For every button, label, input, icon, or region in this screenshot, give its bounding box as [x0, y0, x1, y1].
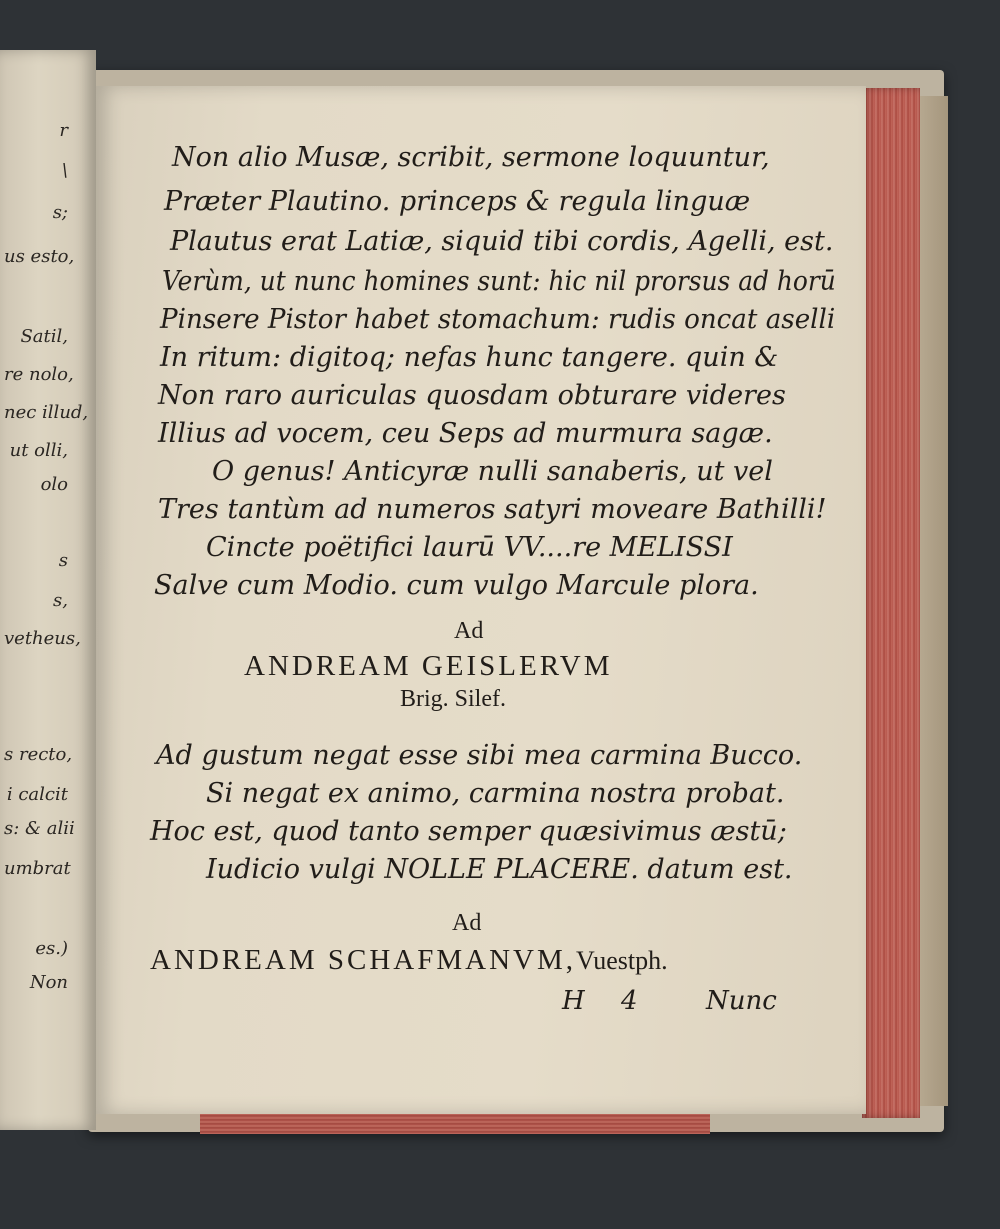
left-line: s; [52, 202, 68, 223]
poem-line: Pinsere Pistor habet stomachum: rudis oncat aselli [160, 304, 836, 335]
left-facing-page [0, 50, 96, 1130]
left-line: us esto, [4, 246, 75, 267]
left-line: ut olli, [9, 440, 68, 461]
poem-line: In ritum: digitoq; nefas hunc tangere. quin & [160, 342, 779, 373]
poem-line: Verùm, ut nunc homines sunt: hic nil prorsus ad horū [162, 266, 836, 297]
poem-line: Cincte poëtifici laurū VV....re MELISSI [206, 532, 733, 563]
section-place: Brig. Silef. [400, 686, 506, 712]
left-line: i calcit [6, 784, 68, 805]
poem-line: Salve cum Modio. cum vulgo Marcule plora. [154, 570, 759, 601]
section-name: ANDREAM SCHAFMANVM, [150, 944, 576, 976]
left-line: s, [53, 590, 68, 611]
poem-line: Non alio Musæ, scribit, sermone loquuntur, [172, 142, 770, 173]
left-line: re nolo, [4, 364, 74, 385]
left-line: olo [40, 474, 68, 495]
section-heading: ANDREAM GEISLERVM [244, 650, 613, 682]
poem-line: Præter Plautino. princeps & regula linguæ [164, 186, 751, 217]
left-line: nec illud, [4, 402, 89, 423]
left-line: r [59, 120, 68, 141]
section-ad: Ad [452, 910, 482, 936]
section-ad: Ad [454, 618, 484, 644]
left-line: s: & alii [4, 818, 75, 839]
poem-line: Non raro auriculas quosdam obturare videres [158, 380, 786, 411]
cover-edge [918, 96, 948, 1106]
poem-line: Hoc est, quod tanto semper quæsivimus æstū; [150, 816, 787, 847]
main-page [96, 86, 866, 1114]
section-place: Vuestph. [576, 946, 668, 975]
poem-line: Tres tantùm ad numeros satyri moveare Bathilli! [158, 494, 827, 525]
left-line: vetheus, [4, 628, 81, 649]
left-line: es.) [35, 938, 68, 959]
poem-line: O genus! Anticyræ nulli sanaberis, ut vel [212, 456, 773, 487]
poem-line: Iudicio vulgi NOLLE PLACERE. datum est. [206, 854, 793, 885]
signature-mark: H 4 [562, 986, 638, 1016]
catchword: Nunc [706, 986, 777, 1016]
poem-line: Si negat ex animo, carmina nostra probat. [206, 778, 785, 809]
poem-line: Illius ad vocem, ceu Seps ad murmura sagæ. [158, 418, 773, 449]
left-line: umbrat [4, 858, 71, 879]
left-line: Satil, [20, 326, 68, 347]
page-edges-red [862, 88, 920, 1118]
section-heading [150, 944, 668, 977]
left-line: s [58, 550, 68, 571]
left-line: Non [29, 972, 68, 993]
poem-line: Ad gustum negat esse sibi mea carmina Bucco. [156, 740, 803, 771]
left-line: \ [61, 160, 68, 181]
poem-line: Plautus erat Latiæ, siquid tibi cordis, Agelli, est. [170, 226, 834, 257]
left-line: s recto, [4, 744, 73, 765]
